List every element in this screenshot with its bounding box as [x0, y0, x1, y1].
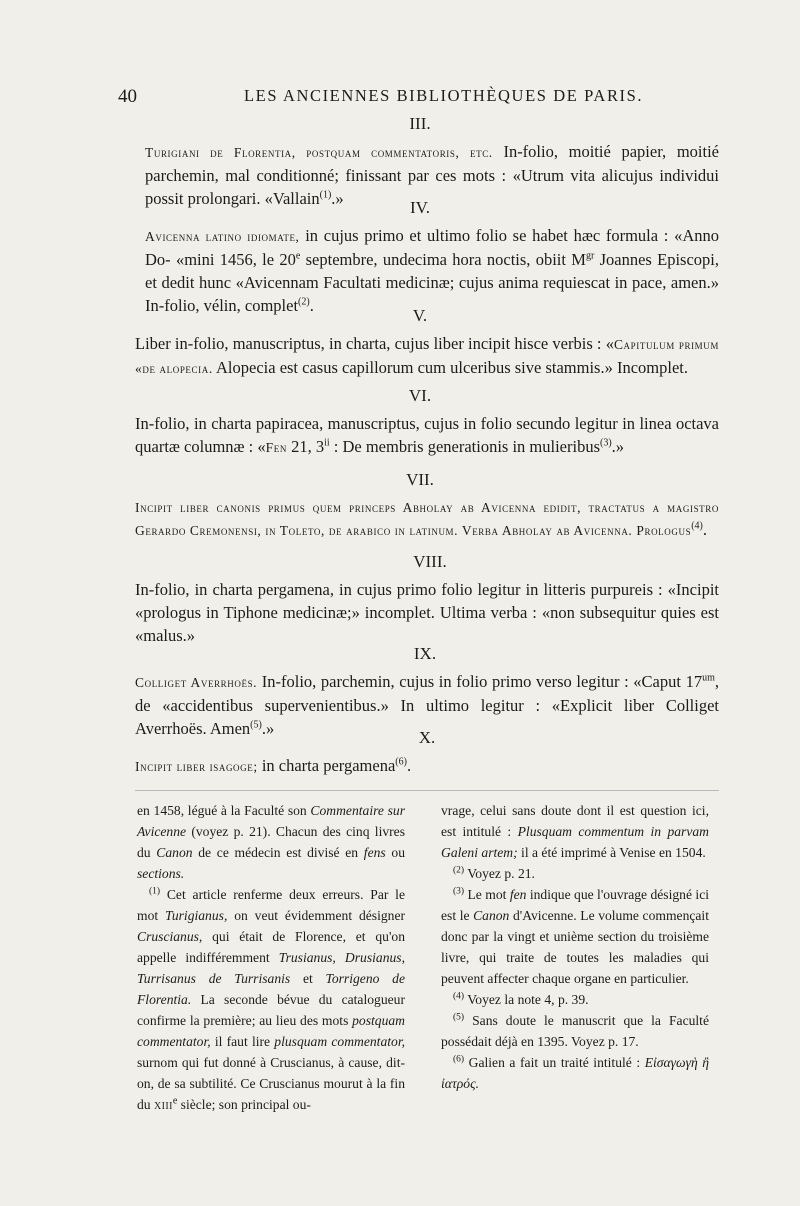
section-numeral-v: V. [412, 306, 428, 325]
footnote-ref-6: (6) [395, 756, 407, 768]
entry-v: Liber in-folio, manuscriptus, in charta, cujus liber incipit hisce verbis : «Capitulum primum «de alopecia. Alopecia est casus capillorum cum ulceribus sive stammis.» Incomplet. [135, 334, 719, 377]
entry-ix: Colliget Averrhoës. In-folio, parchemin, cujus in folio primo verso legitur : «Caput $17^{um}$, de «accidentibus supervenientibus.» In ultimo legitur : «Explicit liber Colliget Averrhoës. Amen$^{(5)}$.» [135, 672, 719, 738]
section-numeral-vii: VII. [406, 470, 434, 489]
section-numeral-vi: VI. [408, 386, 432, 405]
section-numeral-ix: IX. [413, 644, 437, 663]
entry-x: Incipit liber isagoge; in charta pergamena$^{(6)}$. [135, 756, 412, 775]
footnote-ref-3: (3) [600, 437, 612, 449]
footnote-continuation: en 1458, légué à la Faculté son Commentaire sur Avicenne (voyez p. 21). Chacun des cinq livres du Canon de ce médecin est divisé en fens ou sections. [137, 803, 405, 881]
entry-iv-lead: Avicenna latino idiomate, [145, 229, 300, 244]
entry-iv: Avicenna latino idiomate, in cujus primo et ultimo folio se habet hæc formula : «Anno Do- «mini 1456, le 20e septembre, undecima hora noctis, obiit $M^{gr}$ Joannes Episcopi, et dedit hunc «Avicennam Facultati medicinæ; cujus anima requiescat in pace, amen.» In-folio, vélin, complet$^{(2)}$. [145, 226, 719, 315]
footnote-ref-4: (4) [691, 520, 703, 532]
entry-vii: Incipit liber canonis primus quem princeps Abholay ab Avicenna edidit, tractatus a magistro Gerardo Cremonensi, in Toleto, de arabico in latinum. Verba Abholay ab Avicenna. Prologus$^{(4)}$. [135, 500, 719, 539]
footnote-6: $^{(6)}$ Galien a fait un traité intitulé : Εἰσαγωγὴ ἢ ἰατρός. [441, 1054, 709, 1091]
footnotes-right-column [441, 800, 709, 1094]
page-header [118, 76, 718, 110]
running-title: LES ANCIENNES BIBLIOTHÈQUES DE PARIS. [244, 86, 644, 105]
footnote-divider [135, 790, 719, 791]
footnote-1-continuation: vrage, celui sans doute dont il est question ici, est intitulé : Plusquam commentum in parvam Galeni artem; il a été imprimé à Venise en 1504. [441, 803, 709, 860]
entry-vi: In-folio, in charta papiracea, manuscriptus, cujus in folio secundo legitur in linea octava quartæ columnæ : «Fen 21, 3$^{ii}$ : De membris generationis in mulieribus$^{(3)}$.» [135, 414, 719, 456]
section-numeral-iii: III. [409, 114, 431, 133]
footnote-ref-1: (1) [319, 189, 332, 201]
footnote-ref-2: (2) [298, 296, 310, 308]
entry-iii-lead: Turigiani de Florentia, postquam commentatoris, etc. [145, 145, 493, 160]
footnote-3: $^{(3)}$ Le mot fen indique que l'ouvrage désigné ici est le Canon d'Avicenne. Le volume commençait donc par la vingt et unième section du troisième livre, qui traite de toutes les maladies qui peuvent affecter chaque organe en particulier. [441, 886, 710, 986]
section-numeral-viii: VIII. [413, 552, 447, 571]
entry-iii-text: In-folio, moitié papier, moitié parchemin, mal conditionné; finissant par ces mots : «Utrum vita alicujus individui possit prolongari. «Vallain [145, 142, 719, 208]
section-numeral-x: X. [418, 728, 436, 747]
page-number: 40 [118, 86, 137, 107]
section-numeral-iv: IV. [410, 198, 430, 217]
footnote-5: $^{(5)}$ Sans doute le manuscrit que la Faculté possédait déjà en 1395. Voyez p. 17. [441, 1012, 709, 1049]
footnote-ref-5: (5) [250, 719, 262, 731]
entry-viii: In-folio, in charta pergamena, in cujus primo folio legitur in litteris purpureis : «Incipit «prologus in Tiphone medicinæ;» incomplet. Ultima verba : «non subsequitur quies est «malus.» [135, 580, 719, 645]
footnotes-left-column [137, 800, 405, 1115]
entry-iii: Turigiani de Florentia, postquam commentatoris, etc. In-folio, moitié papier, moitié parchemin, mal conditionné; finissant par ces mots : «Utrum vita alicujus individui possit prolongari. «Vallain$^{(1)}$.» [145, 142, 719, 208]
footnote-4: $^{(4)}$ Voyez la note 4, p. 39. [453, 991, 589, 1007]
footnote-2: $^{(2)}$ Voyez p. 21. [453, 865, 535, 881]
footnote-1: $^{(1)}$ Cet article renferme deux erreurs. Par le mot Turigianus, on veut évidemment désigner Cruscianus, qui était de Florence, et qu'on appelle indifféremment Trusianus, Drusianus, Turrisanus de Turrisanis et Torrigeno de Florentia. La seconde bévue du catalogueur confirme la première; au lieu des mots postquam commentator, il faut lire plusquam commentator, surnom qui fut donné à Cruscianus, à cause, dit-on, de sa subtilité. Ce Cruscianus mourut à la fin du xiii$^e$ siècle; son principal ou- [137, 886, 406, 1112]
